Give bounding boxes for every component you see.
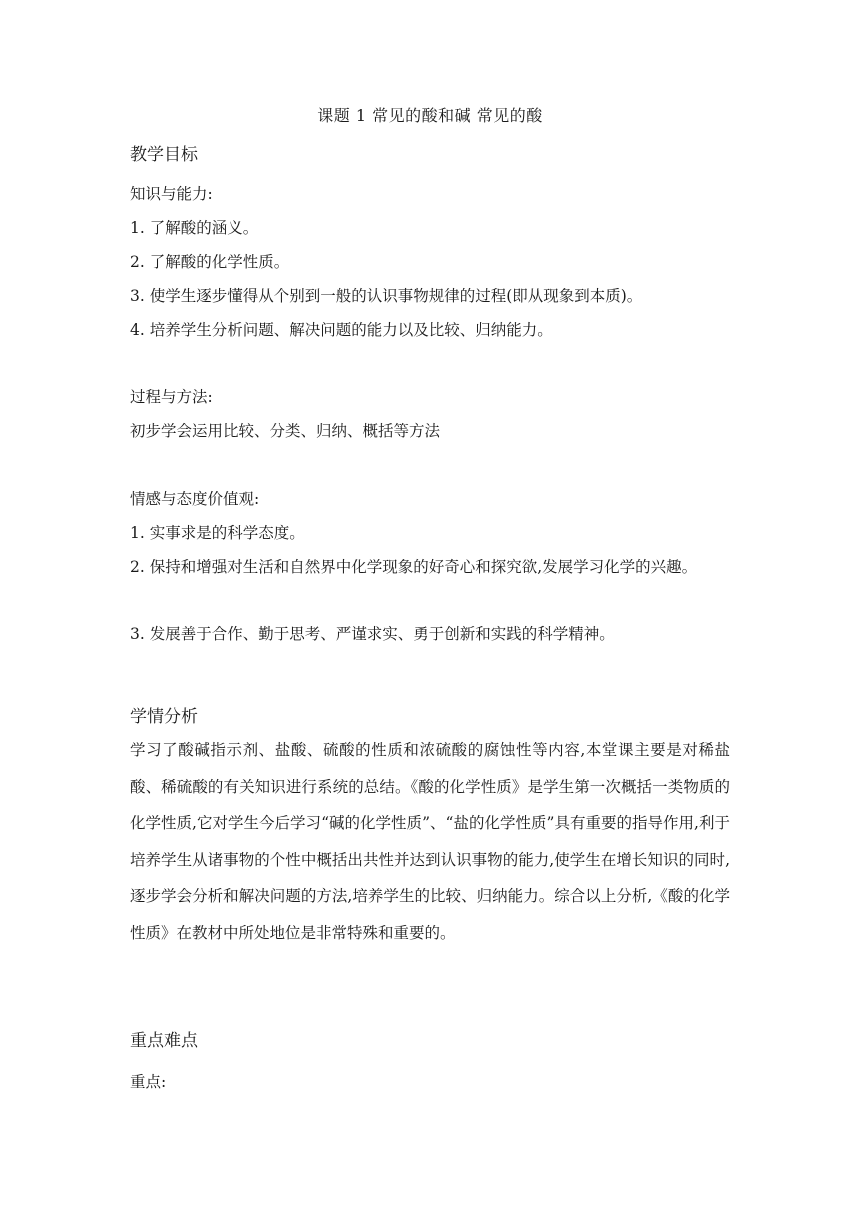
heading-key-points: 重点难点 [130, 1031, 198, 1051]
document-title: 课题 1 常见的酸和碱 常见的酸 [317, 106, 543, 125]
knowledge-item-1: 1. 了解酸的涵义。 [130, 219, 259, 237]
heading-teaching-objectives: 教学目标 [130, 145, 198, 165]
heading-learning-analysis: 学情分析 [130, 707, 198, 727]
emotion-item-3: 3. 发展善于合作、勤于思考、严谨求实、勇于创新和实践的科学精神。 [130, 625, 615, 643]
knowledge-item-3: 3. 使学生逐步懂得从个别到一般的认识事物规律的过程(即从现象到本质)。 [130, 287, 643, 305]
emotion-label: 情感与态度价值观: [130, 490, 260, 508]
knowledge-item-2: 2. 了解酸的化学性质。 [130, 253, 290, 271]
learning-analysis-text: 学习了酸碱指示剂、盐酸、硫酸的性质和浓硫酸的腐蚀性等内容,本堂课主要是对稀盐酸、稀硫酸的有关知识进行系统的总结。《酸的化学性质》是学生第一次概括一类物质的化学性质,它对学生今后学习“碱的化学性质”、“盐的化学性质”具有重要的指导作用,利于培养学生从诸事物的个性中概括出共性并达到认识事物的能力,使学生在增长知识的同时,逐步学会分析和解决问题的方法,培养学生的比较、归纳能力。综合以上分析,《酸的化学性质》在教材中所处地位是非常特殊和重要的。 [130, 741, 730, 942]
process-text: 初步学会运用比较、分类、归纳、概括等方法 [130, 422, 441, 440]
process-label: 过程与方法: [130, 388, 213, 406]
emotion-item-2: 2. 保持和增强对生活和自然界中化学现象的好奇心和探究欲,发展学习化学的兴趣。 [130, 558, 698, 576]
knowledge-label: 知识与能力: [130, 185, 213, 203]
knowledge-item-4: 4. 培养学生分析问题、解决问题的能力以及比较、归纳能力。 [130, 321, 553, 339]
focus-label: 重点: [130, 1073, 167, 1091]
emotion-item-1: 1. 实事求是的科学态度。 [130, 524, 305, 542]
